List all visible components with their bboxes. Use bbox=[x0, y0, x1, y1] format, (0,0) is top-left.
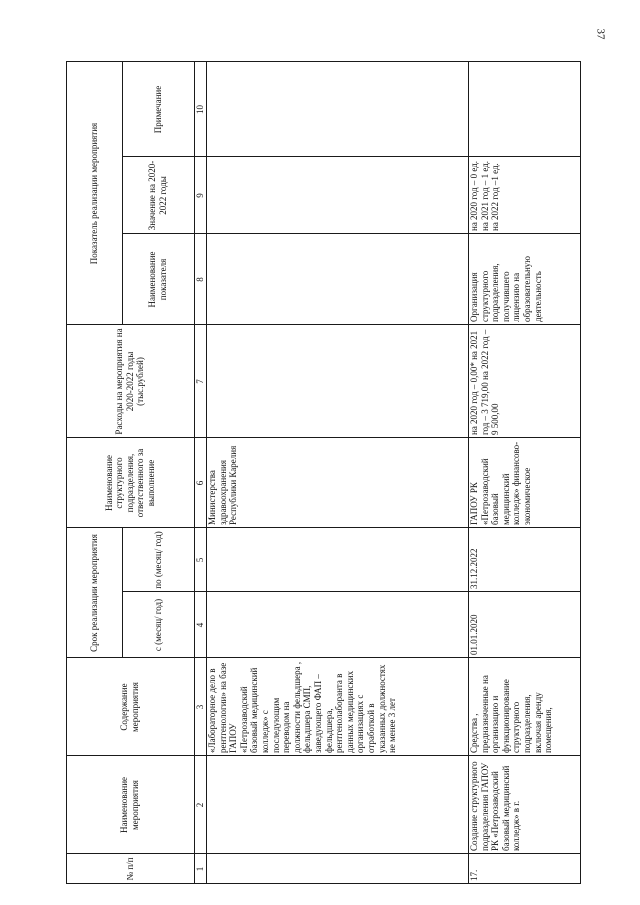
column-number: 8 bbox=[195, 277, 205, 282]
header-col2: Наименование мероприятия bbox=[119, 776, 140, 834]
header-col7: Расходы на мероприятия на 2020-2022 годы (тыс.рублей) bbox=[114, 328, 146, 435]
table-cell-end: 31.12.2022 bbox=[469, 548, 479, 589]
column-number: 9 bbox=[195, 193, 205, 198]
header-indicator-group: Показатель реализации мероприятия bbox=[88, 122, 99, 265]
header-col6: Наименование структурного подразделения, ответственного за выполнение bbox=[103, 448, 156, 518]
header-col5: по (месяц/ год) bbox=[152, 531, 163, 589]
header-term-group: Срок реализации мероприятия bbox=[88, 534, 99, 652]
column-number: 6 bbox=[195, 480, 205, 486]
header-col8: Наименование показателя bbox=[147, 251, 168, 308]
table-cell-content: «Лабораторное дело в рентгенологии» на базе ГАПОУ «Петрозаводский базовый медицинский колледж» с последующим переводом на должности фельдшера , фельдшера СМП, заведующего ФАП – фельдшера, рентгенолаборанта в данных медицинских организациях с отработкой в указанных должностях не менее 3 лет bbox=[207, 661, 398, 753]
header-col10: Примечание bbox=[152, 85, 163, 134]
header-col1: № п/п bbox=[124, 857, 135, 881]
column-number: 3 bbox=[195, 704, 205, 710]
header-col3: Содержание мероприятия bbox=[119, 682, 140, 732]
column-number: 10 bbox=[195, 105, 205, 114]
table-cell-responsible: Министерства здравоохранения Республики Карелия bbox=[207, 445, 239, 525]
table-cell-indicator_name: Организация структурного подразделения, получившего лицензию на образовательную деятельность bbox=[469, 255, 543, 322]
header-col9: Значение на 2020-2022 годы bbox=[147, 160, 168, 231]
rotated-content bbox=[66, 61, 581, 884]
table-cell-name: Создание структурного подразделения ГАПОУ РК «Петрозаводский базовый медицинский колледж» в г. bbox=[469, 761, 522, 851]
table-cell-expenses: на 2020 год – 0,00* на 2021 год – 3 719,00 на 2022 год – 9 500,00 bbox=[469, 329, 501, 435]
column-number: 1 bbox=[195, 866, 205, 872]
column-number: 4 bbox=[195, 622, 205, 628]
column-number: 2 bbox=[195, 802, 205, 808]
table-cell-start: 01.01.2020 bbox=[469, 614, 479, 655]
table-cell-content: Средства , предназначенные на организацию и функционирование структурного подразделения, включая аренду помещения, bbox=[469, 675, 554, 753]
table-cell-no: 17. bbox=[469, 869, 479, 881]
column-number: 5 bbox=[195, 557, 205, 563]
table-cell-indicator_value: на 2020 год – 0 ед. на 2021 год – 1 ед. на 2022 год –1 ед. bbox=[469, 160, 501, 231]
column-number: 7 bbox=[195, 379, 205, 384]
header-col4: с (месяц/ год) bbox=[152, 598, 163, 652]
page-number: 37 bbox=[594, 28, 607, 40]
table-cell-responsible: ГАПОУ РК «Петрозаводский базовый медицинский колледж» финансово-экономическое bbox=[469, 441, 532, 525]
